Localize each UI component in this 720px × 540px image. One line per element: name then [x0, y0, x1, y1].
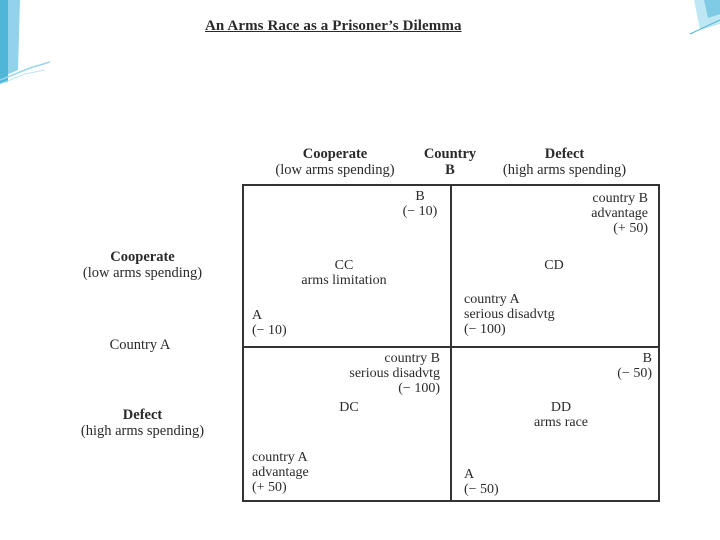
- dd-b-payoff: [584, 351, 652, 381]
- cd-b-line2: advantage: [591, 206, 648, 221]
- col-cooperate-label: Cooperate: [302, 146, 368, 162]
- col-header-defect: [482, 146, 647, 178]
- cc-a-label: A: [252, 308, 263, 323]
- dd-b-label: B: [642, 351, 652, 366]
- dc-a-payoff: [252, 450, 362, 495]
- dc-b-payoff: [304, 351, 440, 396]
- dc-b-line1: country B: [384, 351, 440, 366]
- country-b-label: Country: [423, 146, 477, 162]
- dc-b-value: (− 100): [398, 381, 440, 396]
- col-defect-label: Defect: [544, 146, 585, 162]
- col-header-cooperate: [255, 146, 415, 178]
- row-header-cooperate: [60, 249, 225, 281]
- payoff-matrix: [242, 184, 660, 502]
- cd-code: CD: [544, 258, 564, 273]
- dc-a-value: (+ 50): [252, 480, 287, 495]
- dc-b-line2: serious disadvtg: [349, 366, 440, 381]
- cd-a-line2: serious disadvtg: [464, 307, 555, 322]
- page-title: An Arms Race as a Prisoner’s Dilemma: [205, 18, 462, 34]
- dd-outcome: [506, 400, 616, 430]
- country-a-label: Country A: [109, 337, 171, 353]
- cd-b-line1: country B: [592, 191, 648, 206]
- cc-b-value: (− 10): [402, 204, 438, 219]
- cc-outcome: [264, 258, 424, 288]
- dd-code: DD: [550, 400, 572, 415]
- row-header-country-a: [80, 337, 200, 353]
- dd-a-label: A: [464, 467, 475, 482]
- right-corner-decoration: [680, 0, 720, 40]
- dd-a-payoff: [464, 467, 534, 497]
- cc-a-payoff: [252, 308, 312, 338]
- cc-b-label: B: [415, 189, 425, 204]
- cc-b-payoff: [392, 189, 448, 219]
- cd-a-value: (− 100): [464, 322, 506, 337]
- matrix-divider-vertical: [450, 186, 452, 500]
- dd-a-value: (− 50): [464, 482, 499, 497]
- country-b-letter: B: [445, 162, 455, 178]
- left-corner-decoration: [0, 0, 60, 90]
- row-header-defect: [55, 407, 230, 439]
- row-defect-label: Defect: [122, 407, 163, 423]
- dc-a-line2: advantage: [252, 465, 309, 480]
- cd-b-value: (+ 50): [613, 221, 648, 236]
- dc-code: DC: [339, 400, 359, 415]
- col-defect-sub: (high arms spending): [502, 162, 627, 178]
- col-cooperate-sub: (low arms spending): [275, 162, 395, 178]
- cd-a-payoff: [464, 292, 594, 337]
- col-header-country-b: [412, 146, 488, 178]
- cd-a-line1: country A: [464, 292, 520, 307]
- cc-desc: arms limitation: [301, 273, 387, 288]
- cc-code: CC: [334, 258, 354, 273]
- cd-b-payoff: [536, 191, 648, 236]
- dc-a-line1: country A: [252, 450, 308, 465]
- row-defect-sub: (high arms spending): [80, 423, 205, 439]
- dd-desc: arms race: [533, 415, 589, 430]
- row-cooperate-label: Cooperate: [110, 249, 175, 265]
- row-cooperate-sub: (low arms spending): [82, 265, 203, 281]
- matrix-divider-horizontal: [244, 346, 658, 348]
- dd-b-value: (− 50): [617, 366, 652, 381]
- cc-a-value: (− 10): [252, 323, 287, 338]
